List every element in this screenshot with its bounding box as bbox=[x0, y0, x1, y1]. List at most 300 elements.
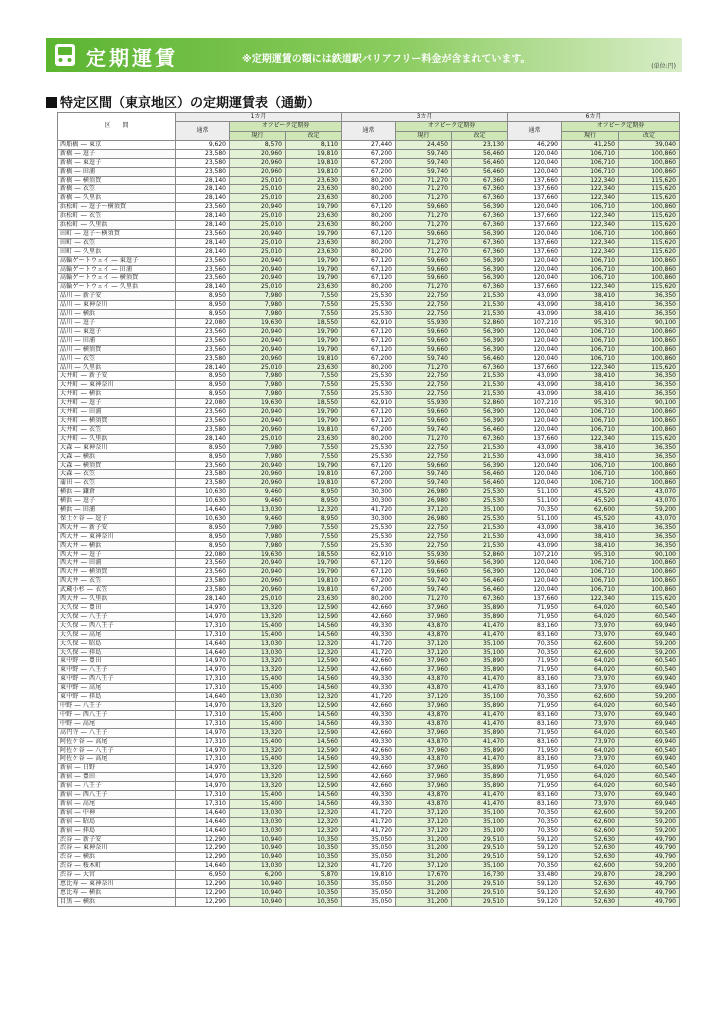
fare-6m-normal: 43,090 bbox=[508, 443, 562, 452]
fare-3m-current: 59,740 bbox=[396, 167, 452, 176]
fare-1m-current: 13,320 bbox=[230, 764, 286, 773]
fare-1m-current: 19,630 bbox=[230, 399, 286, 408]
fare-6m-current: 52,630 bbox=[562, 835, 619, 844]
fare-1m-normal: 17,310 bbox=[176, 719, 230, 728]
fare-3m-current: 37,120 bbox=[396, 808, 452, 817]
start-station: 新宿 bbox=[60, 826, 73, 834]
start-station: 東中野 bbox=[60, 666, 79, 674]
fare-6m-revised: 100,860 bbox=[619, 327, 680, 336]
fare-3m-normal: 42,660 bbox=[342, 746, 396, 755]
fare-1m-normal: 28,140 bbox=[176, 363, 230, 372]
start-station: 大井町 bbox=[60, 416, 79, 424]
fare-3m-current: 71,270 bbox=[396, 212, 452, 221]
fare-1m-revised: 14,560 bbox=[286, 755, 342, 764]
fare-1m-revised: 19,810 bbox=[286, 158, 342, 167]
start-station: 武蔵小杉 bbox=[60, 586, 85, 594]
table-row bbox=[58, 301, 680, 310]
fare-1m-normal: 23,560 bbox=[176, 265, 230, 274]
end-station: 逗子 bbox=[82, 149, 96, 157]
start-station: 大久保 bbox=[60, 604, 79, 612]
fare-3m-normal: 67,120 bbox=[342, 327, 396, 336]
fare-6m-current: 106,710 bbox=[562, 345, 619, 354]
fare-3m-current: 59,660 bbox=[396, 265, 452, 274]
fare-3m-normal: 25,530 bbox=[342, 381, 396, 390]
fare-3m-normal: 42,660 bbox=[342, 782, 396, 791]
fare-6m-current: 38,410 bbox=[562, 301, 619, 310]
fare-3m-current: 59,660 bbox=[396, 274, 452, 283]
end-station: 拝島 bbox=[89, 648, 102, 656]
fare-3m-revised: 21,530 bbox=[452, 301, 508, 310]
fare-1m-revised: 19,810 bbox=[286, 577, 342, 586]
end-station: 横浜 bbox=[82, 310, 96, 318]
fare-6m-normal: 120,040 bbox=[508, 345, 562, 354]
fare-3m-revised: 29,510 bbox=[452, 897, 508, 906]
fare-3m-revised: 29,510 bbox=[452, 880, 508, 889]
fare-3m-current: 43,870 bbox=[396, 710, 452, 719]
fare-1m-current: 20,940 bbox=[230, 229, 286, 238]
end-station: 横浜 bbox=[89, 390, 102, 398]
table-row bbox=[58, 256, 680, 265]
table-row bbox=[58, 470, 680, 479]
fare-6m-normal: 71,950 bbox=[508, 764, 562, 773]
fare-6m-revised: 69,940 bbox=[619, 710, 680, 719]
table-row bbox=[58, 416, 680, 425]
fare-3m-normal: 35,050 bbox=[342, 844, 396, 853]
table-row bbox=[58, 808, 680, 817]
fare-1m-normal: 17,310 bbox=[176, 737, 230, 746]
section-cell: 品川 ― 田浦 bbox=[58, 336, 176, 345]
fare-3m-current: 59,660 bbox=[396, 229, 452, 238]
fare-1m-normal: 8,950 bbox=[176, 301, 230, 310]
fare-1m-current: 15,400 bbox=[230, 710, 286, 719]
fare-6m-normal: 137,660 bbox=[508, 221, 562, 230]
fare-3m-current: 22,750 bbox=[396, 372, 452, 381]
fare-3m-current: 43,870 bbox=[396, 737, 452, 746]
fare-1m-revised: 19,790 bbox=[286, 327, 342, 336]
end-station: 東神奈川 bbox=[82, 844, 108, 852]
fare-3m-current: 43,870 bbox=[396, 675, 452, 684]
heading-square-icon bbox=[46, 97, 57, 108]
fare-3m-revised: 67,360 bbox=[452, 212, 508, 221]
fare-6m-normal: 120,040 bbox=[508, 586, 562, 595]
fare-6m-normal: 71,950 bbox=[508, 604, 562, 613]
end-station: 東神奈川 bbox=[89, 532, 114, 540]
fare-6m-revised: 115,620 bbox=[619, 283, 680, 292]
fare-1m-current: 13,030 bbox=[230, 639, 286, 648]
fare-3m-revised: 56,390 bbox=[452, 568, 508, 577]
fare-3m-normal: 67,200 bbox=[342, 167, 396, 176]
end-station: 衣笠 bbox=[89, 425, 102, 433]
table-row bbox=[58, 336, 680, 345]
section-cell: 品川 ― 衣笠 bbox=[58, 354, 176, 363]
fare-1m-revised: 10,350 bbox=[286, 880, 342, 889]
start-station: 新宿 bbox=[60, 817, 73, 825]
table-row bbox=[58, 283, 680, 292]
fare-1m-normal: 28,140 bbox=[176, 595, 230, 604]
table-row bbox=[58, 327, 680, 336]
fare-3m-current: 59,740 bbox=[396, 470, 452, 479]
fare-1m-current: 19,630 bbox=[230, 319, 286, 328]
fare-3m-normal: 80,200 bbox=[342, 434, 396, 443]
fare-3m-revised: 35,890 bbox=[452, 657, 508, 666]
fare-1m-current: 20,960 bbox=[230, 149, 286, 158]
fare-6m-revised: 100,860 bbox=[619, 167, 680, 176]
fare-1m-normal: 23,560 bbox=[176, 461, 230, 470]
fare-1m-normal: 14,970 bbox=[176, 666, 230, 675]
start-station: 大久保 bbox=[60, 612, 79, 620]
fare-3m-current: 37,960 bbox=[396, 666, 452, 675]
fare-1m-current: 13,320 bbox=[230, 657, 286, 666]
start-station: 目黒 bbox=[60, 897, 73, 905]
start-station: 西大井 bbox=[60, 550, 79, 558]
fare-3m-revised: 35,890 bbox=[452, 701, 508, 710]
fare-6m-normal: 59,120 bbox=[508, 835, 562, 844]
fare-3m-current: 59,740 bbox=[396, 158, 452, 167]
fare-1m-current: 7,980 bbox=[230, 523, 286, 532]
fare-1m-normal: 12,290 bbox=[176, 844, 230, 853]
table-row bbox=[58, 889, 680, 898]
fare-6m-revised: 100,860 bbox=[619, 577, 680, 586]
end-station: 豊田 bbox=[89, 657, 102, 665]
fare-1m-revised: 7,550 bbox=[286, 532, 342, 541]
fare-6m-current: 62,600 bbox=[562, 639, 619, 648]
fare-1m-normal: 23,580 bbox=[176, 470, 230, 479]
end-station: 高尾 bbox=[82, 719, 96, 727]
end-station: 高尾 bbox=[95, 737, 108, 745]
section-cell: 浜松町 ― 久里浜 bbox=[58, 221, 176, 230]
fare-3m-normal: 25,530 bbox=[342, 292, 396, 301]
fare-6m-normal: 137,660 bbox=[508, 238, 562, 247]
fare-6m-normal: 71,950 bbox=[508, 701, 562, 710]
fare-6m-normal: 71,950 bbox=[508, 666, 562, 675]
fare-3m-current: 37,960 bbox=[396, 746, 452, 755]
section-cell: 新橋 ― 田浦 bbox=[58, 167, 176, 176]
fare-3m-current: 37,960 bbox=[396, 728, 452, 737]
table-row bbox=[58, 577, 680, 586]
fare-3m-revised: 29,510 bbox=[452, 835, 508, 844]
start-station: 高輪ゲートウェイ bbox=[60, 265, 110, 273]
fare-3m-revised: 56,390 bbox=[452, 461, 508, 470]
start-station: 品川 bbox=[60, 354, 73, 362]
fare-3m-normal: 49,330 bbox=[342, 710, 396, 719]
fare-3m-revised: 35,100 bbox=[452, 648, 508, 657]
table-row bbox=[58, 710, 680, 719]
fare-6m-current: 106,710 bbox=[562, 568, 619, 577]
fare-3m-current: 59,740 bbox=[396, 586, 452, 595]
fare-6m-normal: 43,090 bbox=[508, 390, 562, 399]
fare-1m-revised: 23,630 bbox=[286, 283, 342, 292]
fare-6m-current: 122,340 bbox=[562, 212, 619, 221]
fare-1m-normal: 22,080 bbox=[176, 399, 230, 408]
fare-6m-current: 106,710 bbox=[562, 158, 619, 167]
start-station: 大井町 bbox=[60, 390, 79, 398]
fare-6m-normal: 120,040 bbox=[508, 408, 562, 417]
end-station: 昭島 bbox=[89, 639, 102, 647]
fare-3m-revised: 52,860 bbox=[452, 399, 508, 408]
fare-6m-revised: 36,350 bbox=[619, 532, 680, 541]
end-station: 久里浜 bbox=[82, 363, 102, 371]
fare-3m-current: 59,660 bbox=[396, 559, 452, 568]
section-cell: 新橋 ― 衣笠 bbox=[58, 185, 176, 194]
start-station: 大森 bbox=[60, 470, 73, 478]
start-station: 大井町 bbox=[60, 434, 79, 442]
fare-3m-current: 59,660 bbox=[396, 345, 452, 354]
offpeak-header: オフピーク定期券 bbox=[396, 122, 508, 131]
fare-3m-revised: 41,470 bbox=[452, 719, 508, 728]
section-cell: 目黒 ― 横浜 bbox=[58, 897, 176, 906]
table-row bbox=[58, 461, 680, 470]
fare-3m-normal: 42,660 bbox=[342, 773, 396, 782]
fare-6m-current: 38,410 bbox=[562, 310, 619, 319]
fare-3m-current: 59,660 bbox=[396, 408, 452, 417]
fare-1m-revised: 7,550 bbox=[286, 452, 342, 461]
fare-6m-current: 45,520 bbox=[562, 488, 619, 497]
section-cell: 品川 ― 東神奈川 bbox=[58, 301, 176, 310]
fare-6m-normal: 107,210 bbox=[508, 550, 562, 559]
current-header: 現行 bbox=[562, 131, 619, 140]
fare-1m-current: 25,010 bbox=[230, 221, 286, 230]
fare-1m-revised: 19,810 bbox=[286, 470, 342, 479]
section-cell: 西大井 ― 逗子 bbox=[58, 550, 176, 559]
fare-1m-revised: 8,950 bbox=[286, 514, 342, 523]
end-station: 衣笠 bbox=[89, 212, 102, 220]
section-cell: 西大井 ― 田浦 bbox=[58, 559, 176, 568]
fare-1m-normal: 12,290 bbox=[176, 835, 230, 844]
fare-1m-revised: 23,630 bbox=[286, 238, 342, 247]
fare-3m-revised: 29,510 bbox=[452, 844, 508, 853]
fare-6m-revised: 36,350 bbox=[619, 381, 680, 390]
fare-1m-current: 13,320 bbox=[230, 746, 286, 755]
fare-6m-current: 73,970 bbox=[562, 719, 619, 728]
fare-note: ※定期運賃の額には鉄道駅バリアフリー料金が含まれています。 bbox=[242, 54, 531, 65]
fare-6m-normal: 83,160 bbox=[508, 791, 562, 800]
end-station: 拝島 bbox=[82, 826, 96, 834]
fare-1m-current: 20,940 bbox=[230, 274, 286, 283]
table-row bbox=[58, 185, 680, 194]
fare-1m-revised: 10,350 bbox=[286, 853, 342, 862]
fare-1m-revised: 12,590 bbox=[286, 701, 342, 710]
fare-1m-current: 13,030 bbox=[230, 648, 286, 657]
fare-1m-revised: 7,550 bbox=[286, 292, 342, 301]
start-station: 品川 bbox=[60, 345, 73, 353]
fare-6m-current: 106,710 bbox=[562, 229, 619, 238]
fare-3m-revised: 56,460 bbox=[452, 158, 508, 167]
fare-1m-current: 10,940 bbox=[230, 835, 286, 844]
fare-3m-normal: 67,120 bbox=[342, 229, 396, 238]
table-row bbox=[58, 728, 680, 737]
fare-1m-revised: 12,320 bbox=[286, 639, 342, 648]
fare-3m-current: 59,740 bbox=[396, 149, 452, 158]
fare-3m-revised: 56,390 bbox=[452, 229, 508, 238]
fare-1m-normal: 23,560 bbox=[176, 408, 230, 417]
fare-3m-normal: 80,200 bbox=[342, 194, 396, 203]
fare-3m-current: 43,870 bbox=[396, 684, 452, 693]
fare-6m-revised: 100,860 bbox=[619, 586, 680, 595]
table-row bbox=[58, 550, 680, 559]
table-row bbox=[58, 176, 680, 185]
end-station: 衣笠 bbox=[82, 479, 96, 487]
table-row bbox=[58, 880, 680, 889]
start-station: 横浜 bbox=[60, 506, 73, 514]
fare-6m-current: 64,020 bbox=[562, 773, 619, 782]
fare-6m-current: 73,970 bbox=[562, 621, 619, 630]
end-station: 田浦 bbox=[89, 408, 102, 416]
month-1-header: 1カ月 bbox=[176, 113, 342, 122]
fare-6m-normal: 137,660 bbox=[508, 595, 562, 604]
section-cell: 大久保 ― 拝島 bbox=[58, 648, 176, 657]
fare-6m-normal: 59,120 bbox=[508, 853, 562, 862]
table-row bbox=[58, 434, 680, 443]
fare-1m-normal: 14,970 bbox=[176, 764, 230, 773]
table-row bbox=[58, 514, 680, 523]
table-row bbox=[58, 746, 680, 755]
start-station: 渋谷 bbox=[60, 862, 73, 870]
fare-6m-current: 106,710 bbox=[562, 559, 619, 568]
fare-1m-current: 15,400 bbox=[230, 621, 286, 630]
section-cell: 新宿 ― 豊田 bbox=[58, 773, 176, 782]
start-station: 新宿 bbox=[60, 782, 73, 790]
table-row bbox=[58, 399, 680, 408]
fare-6m-current: 106,710 bbox=[562, 479, 619, 488]
fare-3m-normal: 49,330 bbox=[342, 621, 396, 630]
fare-3m-revised: 35,890 bbox=[452, 612, 508, 621]
table-row bbox=[58, 194, 680, 203]
fare-3m-revised: 41,470 bbox=[452, 684, 508, 693]
section-cell: 西大井 ― 衣笠 bbox=[58, 577, 176, 586]
section-cell: 恵比寿 ― 横浜 bbox=[58, 889, 176, 898]
table-row bbox=[58, 541, 680, 550]
fare-1m-revised: 7,550 bbox=[286, 443, 342, 452]
fare-6m-revised: 100,860 bbox=[619, 274, 680, 283]
fare-6m-current: 106,710 bbox=[562, 327, 619, 336]
fare-3m-current: 22,750 bbox=[396, 310, 452, 319]
table-row bbox=[58, 666, 680, 675]
fare-1m-current: 13,030 bbox=[230, 506, 286, 515]
fare-3m-current: 59,660 bbox=[396, 336, 452, 345]
fare-3m-revised: 67,360 bbox=[452, 363, 508, 372]
fare-6m-revised: 100,860 bbox=[619, 203, 680, 212]
fare-1m-revised: 23,630 bbox=[286, 363, 342, 372]
fare-6m-current: 38,410 bbox=[562, 541, 619, 550]
fare-3m-current: 37,960 bbox=[396, 782, 452, 791]
end-station: 逗子 bbox=[95, 514, 108, 522]
fare-6m-revised: 90,100 bbox=[619, 550, 680, 559]
section-cell: 浜松町 ― 衣笠 bbox=[58, 212, 176, 221]
fare-3m-normal: 35,050 bbox=[342, 880, 396, 889]
fare-3m-current: 37,120 bbox=[396, 693, 452, 702]
fare-3m-normal: 80,200 bbox=[342, 176, 396, 185]
fare-3m-revised: 35,100 bbox=[452, 826, 508, 835]
fare-1m-normal: 17,310 bbox=[176, 710, 230, 719]
fare-1m-normal: 14,970 bbox=[176, 746, 230, 755]
fare-3m-normal: 62,910 bbox=[342, 319, 396, 328]
fare-6m-current: 95,310 bbox=[562, 319, 619, 328]
fare-3m-normal: 42,660 bbox=[342, 728, 396, 737]
end-station: 豊田 bbox=[82, 773, 96, 781]
fare-1m-normal: 28,140 bbox=[176, 212, 230, 221]
fare-3m-normal: 67,120 bbox=[342, 203, 396, 212]
fare-3m-current: 71,270 bbox=[396, 363, 452, 372]
start-station: 東中野 bbox=[60, 684, 79, 692]
section-cell: 渋谷 ― 横浜 bbox=[58, 853, 176, 862]
fare-6m-current: 73,970 bbox=[562, 684, 619, 693]
fare-3m-normal: 19,810 bbox=[342, 871, 396, 880]
fare-1m-current: 15,400 bbox=[230, 630, 286, 639]
section-cell: 中野 ― 八王子 bbox=[58, 701, 176, 710]
fare-6m-normal: 120,040 bbox=[508, 470, 562, 479]
fare-1m-normal: 28,140 bbox=[176, 194, 230, 203]
fare-1m-normal: 14,640 bbox=[176, 506, 230, 515]
fare-6m-revised: 100,860 bbox=[619, 149, 680, 158]
fare-6m-current: 122,340 bbox=[562, 185, 619, 194]
section-cell: 大井町 ― 新子安 bbox=[58, 372, 176, 381]
section-cell: 新宿 ― 昭島 bbox=[58, 817, 176, 826]
fare-1m-normal: 23,580 bbox=[176, 577, 230, 586]
fare-3m-current: 37,120 bbox=[396, 506, 452, 515]
month-6-header: 6カ月 bbox=[508, 113, 680, 122]
fare-1m-revised: 23,630 bbox=[286, 185, 342, 194]
fare-6m-revised: 100,860 bbox=[619, 416, 680, 425]
fare-3m-revised: 29,510 bbox=[452, 889, 508, 898]
fare-3m-current: 37,960 bbox=[396, 701, 452, 710]
fare-1m-normal: 28,140 bbox=[176, 221, 230, 230]
fare-3m-normal: 67,200 bbox=[342, 586, 396, 595]
fare-1m-normal: 8,950 bbox=[176, 390, 230, 399]
end-station: 新子安 bbox=[89, 523, 108, 531]
end-station: 鎌倉 bbox=[82, 488, 96, 496]
fare-6m-revised: 115,620 bbox=[619, 185, 680, 194]
end-station: 八王子 bbox=[82, 782, 102, 790]
fare-6m-current: 64,020 bbox=[562, 728, 619, 737]
fare-1m-revised: 18,550 bbox=[286, 550, 342, 559]
fare-3m-normal: 62,910 bbox=[342, 550, 396, 559]
table-row bbox=[58, 238, 680, 247]
fare-6m-revised: 100,860 bbox=[619, 345, 680, 354]
fare-3m-normal: 67,200 bbox=[342, 470, 396, 479]
fare-3m-current: 43,870 bbox=[396, 621, 452, 630]
fare-1m-revised: 18,550 bbox=[286, 399, 342, 408]
fare-3m-normal: 25,530 bbox=[342, 443, 396, 452]
fare-1m-revised: 23,630 bbox=[286, 434, 342, 443]
fare-3m-current: 26,980 bbox=[396, 488, 452, 497]
table-row bbox=[58, 452, 680, 461]
table-row bbox=[58, 568, 680, 577]
fare-6m-current: 64,020 bbox=[562, 666, 619, 675]
fare-1m-normal: 14,640 bbox=[176, 808, 230, 817]
fare-6m-current: 45,520 bbox=[562, 497, 619, 506]
fare-6m-revised: 69,940 bbox=[619, 791, 680, 800]
fare-6m-normal: 43,090 bbox=[508, 292, 562, 301]
start-station: 東中野 bbox=[60, 675, 79, 683]
end-station: 東逗子 bbox=[82, 327, 102, 335]
fare-3m-current: 59,660 bbox=[396, 461, 452, 470]
section-cell: 西船橋 ― 東京 bbox=[58, 140, 176, 149]
start-station: 大井町 bbox=[60, 381, 79, 389]
fare-3m-normal: 67,120 bbox=[342, 461, 396, 470]
fare-6m-current: 106,710 bbox=[562, 354, 619, 363]
table-row bbox=[58, 639, 680, 648]
fare-1m-normal: 14,970 bbox=[176, 701, 230, 710]
fare-6m-revised: 69,940 bbox=[619, 675, 680, 684]
start-station: 大井町 bbox=[60, 372, 79, 380]
section-cell: 品川 ― 横須賀 bbox=[58, 345, 176, 354]
table-row bbox=[58, 595, 680, 604]
fare-6m-current: 64,020 bbox=[562, 782, 619, 791]
fare-6m-normal: 120,040 bbox=[508, 167, 562, 176]
end-station: 東神奈川 bbox=[89, 381, 114, 389]
fare-1m-normal: 23,560 bbox=[176, 229, 230, 238]
start-station: 保土ケ谷 bbox=[60, 514, 85, 522]
